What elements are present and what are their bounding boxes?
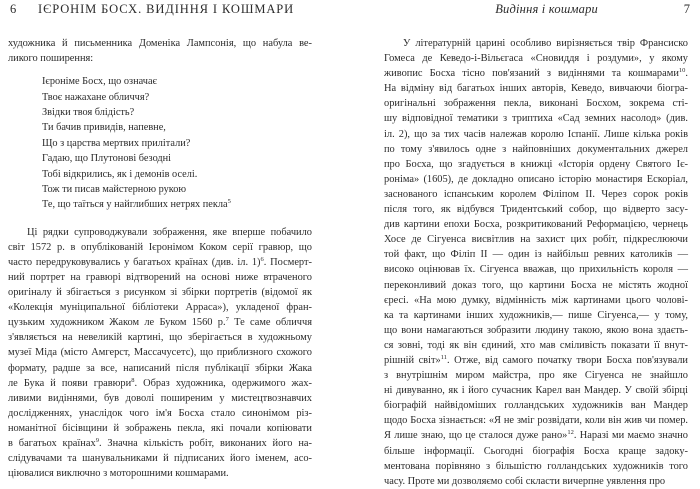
footnote-marker: 7 [225,316,229,324]
text-run: Те саме обличчя [228,317,313,329]
text-line: про Босха, що згадується в книжці «Історія ордену Святого Іє- [384,158,688,170]
text-line: з внутрішнім миром майстра, про яке Сігуенса не знайшло [384,370,688,382]
text-line: по тому з'явилось одне з найповніших документальних джерел [384,143,688,155]
running-head-right: Видіння і кошмари [495,2,598,16]
right-page [350,0,700,487]
text-line: ка та картинами інших художників,— пише Сігуенса,— у тому, [384,309,688,321]
text-run: живопис Босха тісно пов'язаний з видіннями та кошмарами [384,68,679,80]
verse-line: Твоє нажахане обличчя? [42,91,150,103]
text-run: . [685,68,688,80]
text-run: . Отже, від самого початку твори Босха пов'язували [446,354,688,366]
text-line-with-note [8,436,312,451]
text-line: іл. 2), що за тих часів належав королю Іспанії. Лише кілька років [384,128,688,140]
left-page [0,0,350,480]
text-run: . Посмерт- [263,256,312,268]
verse-text: Те, що таїться у найглибших нетрях пекла [42,199,228,211]
footnote-marker: 11 [440,353,447,361]
text-line: світ 1572 р. в опублікованій Ієронімом Коком серії гравюр, що [8,241,312,253]
running-head-left: ІЄРОНІМ БОСХ. ВИДІННЯ І КОШМАРИ [38,2,295,16]
text-line: художника й письменника Доменіка Лампсонія, що набула ве- [8,38,312,49]
text-run: ле Бука й появи гравюри [8,377,132,389]
poem-quote [8,74,312,213]
text-run: часто передруковувались у багатьох країнах (див. іл. 1) [8,256,261,268]
text-line: ментована порівняно з більшістю голландських художників того [384,460,688,472]
footnote-marker: 9 [95,437,99,445]
text-line: У літературній царині особливо вирізняється твір Франсиско [403,38,688,49]
verse-line: Тобі відкрились, як і демонів оселі. [42,168,198,180]
verse-line: Гадаю, що Плутонові безодні [42,153,172,165]
text-line: часу. Проте ми дозволяємо собі скласти вичерпне уявлення про [384,475,666,487]
left-text-column [8,36,312,481]
text-line: див картини епохи Босха, розкритикований Реформацією, чернець [384,219,688,231]
text-run: в багатьох країнах [8,438,96,450]
verse-line: Що з царства мертвих прилітали? [42,137,191,149]
verse-line: Тож ти писав майстерною рукою [42,183,187,195]
text-line: ціювалися виключно з моторошними кошмарами. [8,468,229,480]
text-line: заснованого іспанським королем Філіпом II. Через сорок років [384,188,688,200]
text-line-with-note [8,376,312,391]
text-line: формату, радше за все, написаний після публікації збірки Жака [8,362,312,374]
text-line-with-note [384,353,688,368]
verse-line: Ієроніме Босх, що означає [42,76,157,88]
text-line: «Колекція муніципальної бібліотеки Арраса»), укладеної фран- [8,302,312,314]
text-line: високо оцінював їх. Сігуенса вважав, що прихильність короля — [384,264,688,276]
text-run: . Наразі ми маємо значно [573,430,689,442]
text-line: ливими видіннями, був доволі поширеним у мистецтвознавчих [8,392,312,404]
footnote-marker: 5 [227,198,231,206]
verse-line: Звідки твоя блідість? [42,106,135,118]
text-run: цузьким художником Жаком ле Буком 1560 р. [8,317,226,329]
text-line: щодо Босха зізнається: «Я не зміг розвідати, коли він жив чи помер. [384,415,688,427]
text-line-with-note [8,255,312,270]
text-line: після того, як відбувся Тридентський собор, що відверто засу- [384,204,688,216]
text-line: роніма» (1605), де докладно описано історію монастиря Ескоріал, [384,173,688,185]
text-line: більше інформації. Сьогодні біографія Босха краще задоку- [384,445,688,457]
verse-line: Ти бачив привидів, напевне, [42,122,166,134]
text-line: єресі. «На мою думку, відмінність між картинами цього чолові- [384,294,688,306]
footnote-marker: 8 [131,376,135,384]
text-line: слідувачами та шанувальниками й підписаних його іменем, асо- [8,453,312,465]
text-line: номанітної бісівщини й зображень пекла, які почали копіювати [8,422,312,434]
text-line: Хосе де Сігуенса висвітлив на захист цих робіт, підкреслюючи [384,234,688,246]
text-line: оригіналу й збігається з рисунком зі збірки портретів (відомої як [8,287,312,299]
text-line: той факт, що Філіп II — один із найбільш ревних католиків — [384,249,688,261]
text-line: Гомеса де Кеведо-і-Вільєгаса «Сновиддя і роздуми», у якому [384,53,688,65]
footnote-marker: 10 [678,67,686,75]
text-line: дослідженнях, унаслідок чого ім'я Босха стало синонімом різ- [8,407,312,419]
text-line: шу відповідної тематики з триптиха «Сад земних насолод» (див. [384,113,688,125]
text-line: ликого поширення: [8,53,94,65]
text-run: . Образ художника, одержимого жах- [134,377,312,389]
text-line: На відміну від багатьох інших авторів, Кеведо, вивчаючи біогра- [384,83,688,95]
text-line: біографій найвідоміших голландських художників ван Мандер [384,400,688,412]
footnote-marker: 6 [260,255,264,263]
text-run: рішній світ» [384,354,441,366]
text-line: з'являється на невеликій картині, що зберігається в художньому [8,332,312,344]
page-number-right: 7 [683,2,690,16]
text-line: оригінальні зображення пекла, виконані Босхом, зокрема сті- [384,98,688,110]
text-line: ся зовні, тоді як він єдиний, хто мав сміливість показати її внут- [384,339,688,351]
text-line-with-note [8,315,312,330]
right-text-column [384,36,688,489]
text-line-with-note [384,428,688,443]
text-line: ні дивуванно, як і його сучасник Карел ван Мандер. У своїй збірці [384,385,688,397]
text-line: музеї Міда (місто Амгерст, Массачусетс), що приблизного схожого [8,347,312,359]
text-line: Ці рядки супроводжували зображення, яке вперше побачило [27,226,312,238]
verse-line-last [42,197,312,212]
text-run: Я лише знаю, що це сталося дуже рано» [384,430,568,442]
text-line-with-note [384,66,688,81]
text-line: ний портрет на гравюрі відтворений на основі ниже втраченого [8,271,312,283]
text-line: що вони намагаються зобразити людину такою, якою вона здаєть- [384,324,688,336]
text-run: . Значна кількість робіт, виконаних його на- [98,438,312,450]
footnote-marker: 12 [567,429,574,437]
page-number-left: 6 [10,2,17,16]
text-line: переконливий доказ того, що картини Босха не містять жодної [384,279,688,291]
